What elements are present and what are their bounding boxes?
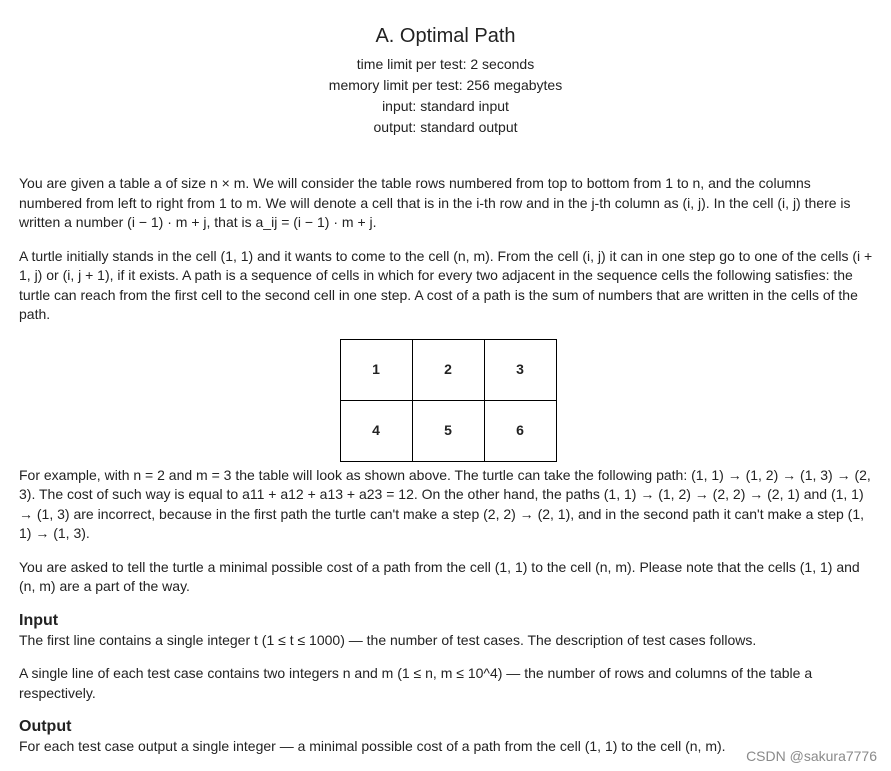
table-row: [340, 400, 556, 461]
output-heading: Output: [19, 718, 72, 735]
output-spec: output: standard output: [373, 119, 518, 135]
statement-paragraph-1: You are given a table a of size n × m. We will consider the table rows numbered from top to bottom from 1 to n, and the columns numbered from left to right from 1 to m. We will denote a cell that is in the i-th row and in the j-th column as (i, j). In the cell (i, j) there is written a number (i − 1) · m + j, that is a_ij = (i − 1) · m + j.: [19, 175, 851, 230]
table-cell: 6: [484, 400, 556, 461]
table-cell: 4: [340, 400, 412, 461]
statement-paragraph-3: For example, with n = 2 and m = 3 the table will look as shown above. The turtle can take the following path: (1, 1) → (1, 2) → (1, 3) → (2, 3). The cost of such way is equal to a11 + a12 + a13 + a23 = 12. On the other hand, the paths (1, 1) → (1, 2) → (2, 2) → (2, 1) and (1, 1) → (1, 3) are incorrect, because in the first path the turtle can't make a step (2, 2) → (2, 1), and in the second path it can't make a step (1, 1) → (1, 3).: [19, 466, 871, 541]
limits-block: [0, 54, 891, 138]
table-cell: 1: [340, 339, 412, 400]
input-spec: input: standard input: [382, 98, 509, 114]
input-heading: Input: [19, 611, 59, 629]
example-table: [340, 339, 557, 462]
problem-statement: [19, 174, 877, 771]
time-limit: time limit per test: 2 seconds: [356, 56, 535, 72]
problem-title: A. Optimal Path: [375, 25, 516, 47]
input-paragraph-2: A single line of each test case contains two integers n and m (1 ≤ n, m ≤ 10^4) — the number of rows and columns of the table a respectively.: [19, 665, 813, 701]
table-cell: 2: [412, 339, 484, 400]
output-paragraph-1: For each test case output a single integer — a minimal possible cost of a path from the cell (1, 1) to the cell (n, m).: [19, 738, 726, 754]
table-cell: 3: [484, 339, 556, 400]
statement-paragraph-2: A turtle initially stands in the cell (1, 1) and it wants to come to the cell (n, m). From the cell (i, j) it can in one step go to one of the cells (i + 1, j) or (i, j + 1), if it exists. A path is a sequence of cells in which for every two adjacent in the sequence cells the following satisfies: the turtle can reach from the first cell to the second cell in one step. A cost of a path is the sum of numbers that are written in the cells of the path.: [19, 247, 873, 322]
problem-header: [0, 22, 891, 138]
statement-paragraph-4: You are asked to tell the turtle a minimal possible cost of a path from the cell (1, 1) to the cell (n, m). Please note that the cells (1, 1) and (n, m) are a part of the way.: [19, 558, 860, 594]
table-cell: 5: [412, 400, 484, 461]
input-paragraph-1: The first line contains a single integer t (1 ≤ t ≤ 1000) — the number of test cases. The description of test cases follows.: [19, 631, 757, 648]
watermark: CSDN @sakura7776: [746, 748, 877, 764]
table-row: [340, 339, 556, 400]
memory-limit: memory limit per test: 256 megabytes: [328, 77, 563, 93]
